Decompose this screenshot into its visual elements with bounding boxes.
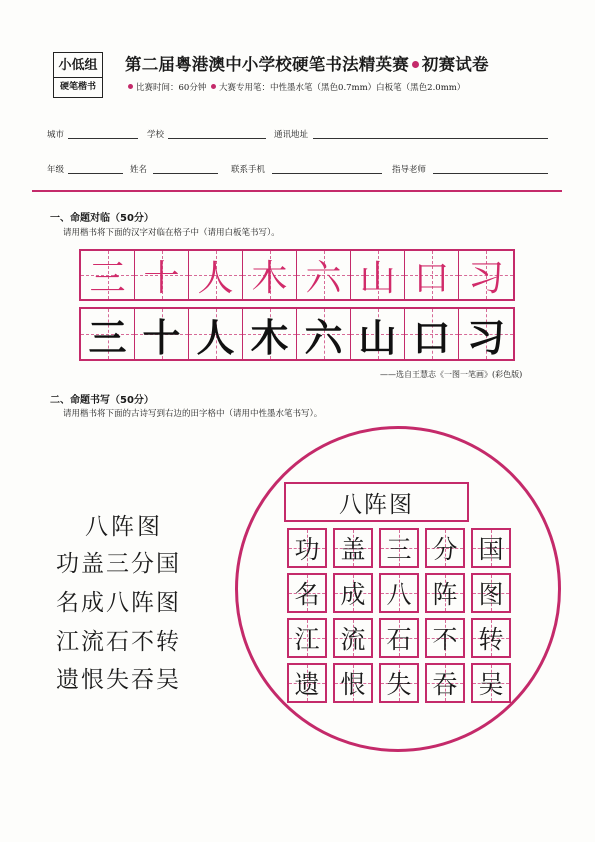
practice-char: 人 (196, 315, 235, 360)
name-label: 姓名 (130, 165, 148, 175)
model-char: 十 (143, 257, 180, 299)
grid-char: 石 (386, 625, 412, 654)
practice-cell[interactable] (135, 309, 189, 359)
grid-cell[interactable] (333, 618, 373, 658)
grid-cell[interactable] (287, 573, 327, 613)
bullet-icon (211, 84, 216, 89)
grid-char: 阵 (432, 580, 458, 609)
badge-group-label: 小低组 (58, 58, 98, 73)
grid-char: 失 (386, 670, 412, 699)
model-cell (351, 251, 405, 299)
page-title (125, 51, 555, 75)
address-label: 通讯地址 (274, 130, 309, 140)
model-cell (243, 251, 297, 299)
city-field[interactable] (68, 138, 138, 139)
grid-cell[interactable] (333, 528, 373, 568)
grid-char: 不 (432, 625, 458, 654)
model-char: 六 (305, 257, 342, 299)
grid-char: 转 (478, 625, 504, 654)
poem-line: 江流石不转 (56, 629, 181, 655)
grid-cell[interactable] (379, 618, 419, 658)
model-cell (135, 251, 189, 299)
teacher-field[interactable] (433, 173, 548, 174)
address-field[interactable] (313, 138, 548, 139)
section2-instruction: 请用楷书将下面的古诗写到右边的田字格中（请用中性墨水笔书写）。 (63, 409, 323, 419)
grid-row (287, 618, 511, 658)
model-character-row (79, 249, 515, 301)
grid-char: 三 (386, 535, 412, 564)
grid-cell[interactable] (471, 528, 511, 568)
section1-source: ——选自王慧志《一图一笔画》(彩色版) (380, 370, 523, 379)
bullet-icon (128, 84, 133, 89)
phone-label: 联系手机 (231, 165, 266, 175)
model-char: 人 (197, 257, 234, 299)
tianzige-grid[interactable] (287, 528, 511, 708)
practice-cell[interactable] (297, 309, 351, 359)
grid-cell[interactable] (333, 663, 373, 703)
grid-cell[interactable] (471, 573, 511, 613)
model-cell (81, 251, 135, 299)
practice-cell[interactable] (459, 309, 513, 359)
model-cell (405, 251, 459, 299)
contest-time: 比赛时间：60分钟 (136, 83, 207, 93)
poem-title-written: 八阵图 (339, 491, 414, 518)
grid-char: 江 (294, 625, 320, 654)
group-badge (53, 52, 103, 98)
grid-char: 名 (294, 580, 320, 609)
model-cell (297, 251, 351, 299)
grid-row (287, 573, 511, 613)
grid-cell[interactable] (425, 528, 465, 568)
contest-info (128, 81, 465, 93)
poem-line: 遗恨失吞吴 (56, 667, 181, 693)
grid-cell[interactable] (379, 663, 419, 703)
model-char: 习 (467, 257, 504, 299)
practice-character-row[interactable] (79, 307, 515, 361)
poem-line: 功盖三分国 (56, 551, 181, 577)
poem-title: 八阵图 (85, 514, 163, 540)
practice-cell[interactable] (189, 309, 243, 359)
practice-char: 山 (358, 315, 397, 360)
grid-cell[interactable] (425, 618, 465, 658)
badge-style-label: 硬笔楷书 (54, 77, 102, 97)
grid-char: 成 (340, 580, 366, 609)
grid-cell[interactable] (287, 663, 327, 703)
poem-line: 名成八阵图 (56, 590, 181, 616)
practice-cell[interactable] (405, 309, 459, 359)
model-char: 山 (359, 257, 396, 299)
model-cell (459, 251, 513, 299)
grid-cell[interactable] (425, 663, 465, 703)
practice-char: 十 (142, 315, 181, 360)
header-divider (32, 190, 562, 192)
grid-cell[interactable] (287, 618, 327, 658)
practice-cell[interactable] (243, 309, 297, 359)
grid-char: 国 (478, 535, 504, 564)
school-field[interactable] (168, 138, 266, 139)
model-cell (189, 251, 243, 299)
title-main: 第二届粤港澳中小学校硬笔书法精英赛 (125, 55, 409, 74)
grid-char: 遗 (294, 670, 320, 699)
grid-cell[interactable] (471, 618, 511, 658)
grade-field[interactable] (68, 173, 123, 174)
grid-cell[interactable] (333, 573, 373, 613)
grid-char: 吴 (478, 670, 504, 699)
practice-cell[interactable] (81, 309, 135, 359)
grade-label: 年级 (47, 165, 65, 175)
practice-char: 三 (88, 315, 127, 360)
title-sub: 初赛试卷 (421, 55, 489, 74)
grid-cell[interactable] (287, 528, 327, 568)
grid-char: 盖 (340, 535, 366, 564)
grid-cell[interactable] (471, 663, 511, 703)
grid-char: 流 (340, 625, 366, 654)
grid-cell[interactable] (425, 573, 465, 613)
name-field[interactable] (153, 173, 218, 174)
practice-char: 六 (304, 315, 343, 360)
grid-char: 分 (432, 535, 458, 564)
model-char: 口 (413, 257, 450, 299)
grid-row (287, 528, 511, 568)
model-char: 木 (251, 257, 288, 299)
grid-char: 恨 (340, 670, 366, 699)
practice-char: 木 (250, 315, 289, 360)
school-label: 学校 (147, 130, 165, 140)
grid-char: 图 (478, 580, 504, 609)
grid-char: 吞 (432, 670, 458, 699)
grid-row (287, 663, 511, 703)
teacher-label: 指导老师 (392, 165, 427, 175)
practice-cell[interactable] (351, 309, 405, 359)
section1-instruction: 请用楷书将下面的汉字对临在格子中（请用白板笔书写）。 (63, 228, 280, 238)
practice-char: 口 (412, 315, 451, 360)
city-label: 城市 (47, 130, 65, 140)
model-char: 三 (89, 257, 126, 299)
grid-char: 功 (294, 535, 320, 564)
title-dot-icon (412, 61, 419, 68)
practice-char: 习 (466, 315, 505, 360)
contest-pens: 大赛专用笔：中性墨水笔（黑色0.7mm）白板笔（黑色2.0mm） (219, 83, 466, 93)
phone-field[interactable] (272, 173, 382, 174)
grid-cell[interactable] (379, 528, 419, 568)
grid-cell[interactable] (379, 573, 419, 613)
poem-title-box[interactable] (284, 482, 469, 522)
section1-title: 一、命题对临（50分） (50, 213, 154, 224)
grid-char: 八 (386, 580, 412, 609)
section2-title: 二、命题书写（50分） (50, 395, 154, 406)
